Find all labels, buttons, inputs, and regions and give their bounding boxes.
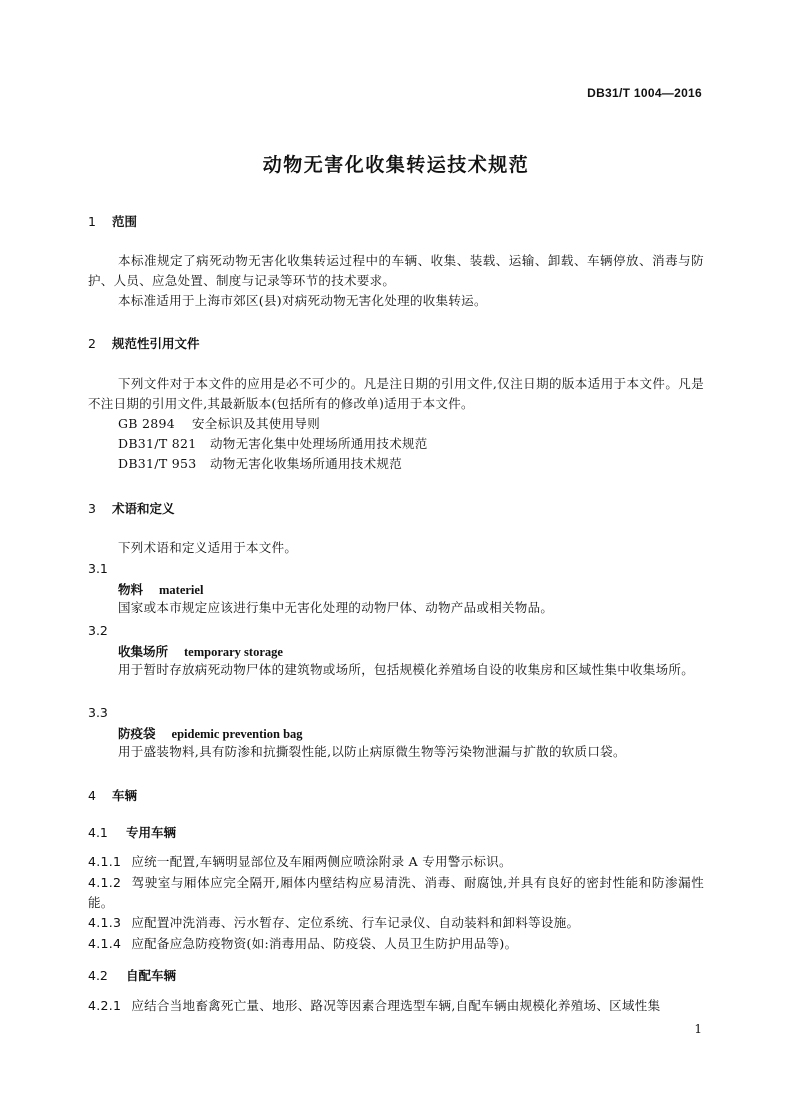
term-name: 物料 materiel [118,582,204,597]
term-name: 防疫袋 epidemic prevention bag [118,726,303,741]
clause-4-1-3: 4.1.3 应配置冲洗消毒、污水暂存、定位系统、行车记录仪、自动装料和卸料等设施。 [88,915,580,930]
term-name: 收集场所 temporary storage [118,644,283,659]
clause-4-1-2: 4.1.2 驾驶室与厢体应完全隔开,厢体内壁结构应易清洗、消毒、耐腐蚀,并具有良好的密封性能和防渗漏性能。 [88,875,704,910]
section-3-paragraph-1: 下列术语和定义适用于本文件。 [118,540,298,555]
document-number: DB31/T 1004—2016 [587,86,702,100]
section-1-paragraph-2: 本标准适用于上海市郊区(县)对病死动物无害化处理的收集转运。 [118,293,487,308]
section-1-paragraph-1: 本标准规定了病死动物无害化收集转运过程中的车辆、收集、装载、运输、卸载、车辆停放、消毒与防护、人员、应急处置、制度与记录等环节的技术要求。 [88,253,704,288]
clause-4-1-4: 4.1.4 应配备应急防疫物资(如:消毒用品、防疫袋、人员卫生防护用品等)。 [88,936,518,951]
term-number: 3.3 [88,705,108,720]
reference-item: DB31/T 953 动物无害化收集场所通用技术规范 [118,456,403,471]
section-1-heading: 1 范围 [88,214,138,229]
clause-4-2-1: 4.2.1 应结合当地畜禽死亡量、地形、路况等因素合理选型车辆,自配车辆由规模化养殖场、区域性集 [88,998,661,1013]
clause-4-1-1: 4.1.1 应统一配置,车辆明显部位及车厢两侧应喷涂附录 A 专用警示标识。 [88,854,512,869]
reference-item: DB31/T 821 动物无害化集中处理场所通用技术规范 [118,436,428,451]
section-2-heading: 2 规范性引用文件 [88,336,200,351]
term-number: 3.1 [88,561,108,576]
term-number: 3.2 [88,623,108,638]
term-definition: 用于盛装物料,具有防渗和抗撕裂性能,以防止病原微生物等污染物泄漏与扩散的软质口袋。 [118,744,626,759]
document-title: 动物无害化收集转运技术规范 [262,154,530,176]
term-definition: 国家或本市规定应该进行集中无害化处理的动物尸体、动物产品或相关物品。 [118,600,554,615]
section-4-heading: 4 车辆 [88,788,138,803]
term-definition: 用于暂时存放病死动物尸体的建筑物或场所，包括规模化养殖场自设的收集房和区域性集中收集场所。 [118,662,695,677]
page-number: 1 [694,1022,702,1036]
reference-item: GB 2894 安全标识及其使用导则 [118,416,321,431]
subsection-4-2-heading: 4.2 自配车辆 [88,968,177,983]
subsection-4-1-heading: 4.1 专用车辆 [88,825,177,840]
section-2-paragraph-1: 下列文件对于本文件的应用是必不可少的。凡是注日期的引用文件,仅注日期的版本适用于本文件。凡是不注日期的引用文件,其最新版本(包括所有的修改单)适用于本文件。 [88,376,704,411]
section-3-heading: 3 术语和定义 [88,501,175,516]
